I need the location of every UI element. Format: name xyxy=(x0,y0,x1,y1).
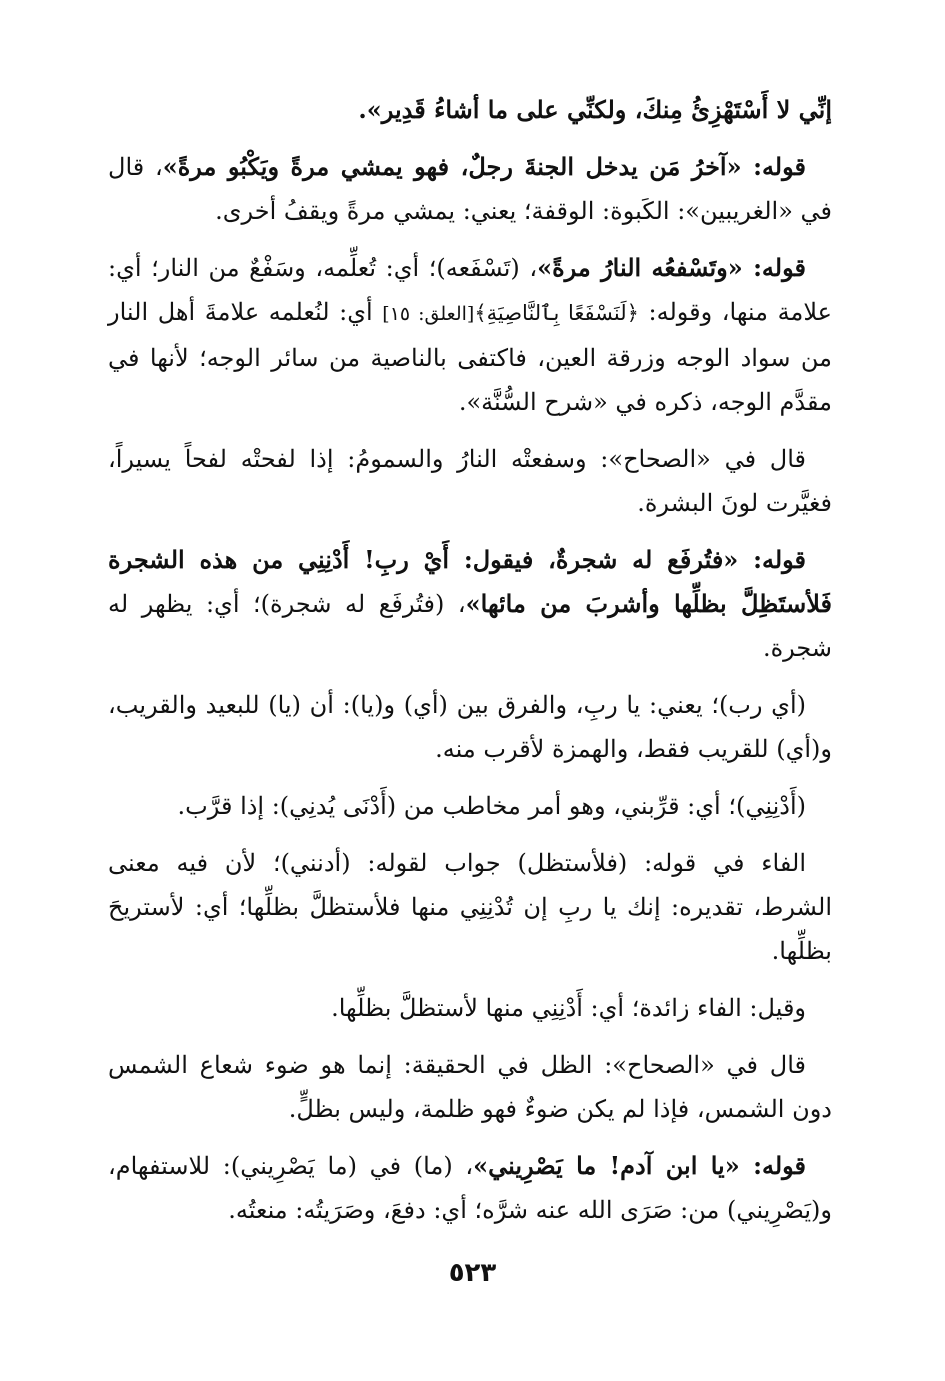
quoted-hadith: قوله: «فتُرفَع له شجرةٌ، فيقول: أَيْ ربِ! أَدْنِنِي من هذه الشجرة فَلأستَظِلَّ بظلِّها وأشربَ من مائها» xyxy=(108,545,832,618)
commentary-text: ، (فتُرفَع له شجرة)؛ أي: يظهر له شجرة. xyxy=(108,590,832,662)
verse-reference: [العلق: ١٥] xyxy=(382,303,475,325)
commentary-text: قال في «الصحاح»: وسفعتْه النارُ والسمومُ: إذا لفحتْه لفحاً يسيراً، فغيَّرت لونَ البشرة. xyxy=(108,445,832,517)
quran-verse: ﴿لَنَسْفَعًا بِٱلنَّاصِيَةِ﴾ xyxy=(474,301,639,325)
paragraph-9 xyxy=(108,986,832,1030)
page-number: ٥٢٣ xyxy=(448,1258,497,1288)
commentary-text: ، قال في «الغريبين»: الكَبوة: الوقفة؛ يعني: يمشي مرةً ويقفُ أخرى. xyxy=(108,153,832,225)
paragraph-1 xyxy=(108,88,832,132)
paragraph-4 xyxy=(108,437,832,525)
page-body xyxy=(108,88,832,1245)
commentary-text: (أَدْنِنِي)؛ أي: قرِّبني، وهو أمر مخاطب من (أَدْنَى يُدنِي): إذا قرَّب. xyxy=(177,792,806,820)
commentary-text: أي: لنُعلمه علامةَ أهل النار من سواد الوجه وزرقة العين، فاكتفى بالناصية من سائر الوجه؛ لأنها في مقدَّم الوجه، ذكره في «شرح السُّنَّة». xyxy=(108,298,832,416)
commentary-text: قال في «الصحاح»: الظل في الحقيقة: إنما هو ضوء شعاع الشمس دون الشمس، فإذا لم يكن ضوءٌ فهو ظلمة، وليس بظلٍّ. xyxy=(108,1051,832,1123)
quoted-hadith: قوله: «آخرُ مَن يدخل الجنةَ رجلٌ، فهو يمشي مرةً ويَكْبُو مرةً» xyxy=(162,152,806,181)
commentary-text: ، (ما) في (ما يَصْرِيني): للاستفهام، و(يَصْرِيني) من: صَرَى الله عنه شرَّه؛ أي: دفعَ، وصَرَيتُه: منعتُه. xyxy=(108,1152,832,1224)
paragraph-6 xyxy=(108,683,832,771)
commentary-text: الفاء في قوله: (فلأستظل) جواب لقوله: (أدنني)؛ لأن فيه معنى الشرط، تقديره: إنك يا ربِ إن تُدْنِنِي منها فلأستظلَّ بظلِّها؛ أي: لأستريحَ بظلِّها. xyxy=(108,849,832,965)
paragraph-11 xyxy=(108,1144,832,1232)
commentary-text: وقيل: الفاء زائدة؛ أي: أَدْنِنِي منها لأستظلَّ بظلِّها. xyxy=(331,994,806,1022)
paragraph-3 xyxy=(108,246,832,424)
commentary-text: (أي رب)؛ يعني: يا ربِ، والفرق بين (أي) و(يا): أن (يا) للبعيد والقريب، و(أي) للقريب فقط، والهمزة لأقرب منه. xyxy=(108,691,832,763)
paragraph-7 xyxy=(108,784,832,828)
quoted-hadith: قوله: «يا ابن آدم! ما يَصْرِيني» xyxy=(473,1151,807,1180)
paragraph-8 xyxy=(108,841,832,973)
bold-text: إنِّي لا أَسْتَهْزِئُ مِنكَ، ولكنِّي على ما أشاءُ قَدِير». xyxy=(358,95,832,124)
paragraph-5 xyxy=(108,538,832,670)
paragraph-2 xyxy=(108,145,832,233)
quoted-hadith: قوله: «وتَسْفعُه النارُ مرةً» xyxy=(537,253,806,282)
commentary-text: ، (تَسْفَعه)؛ أي: تُعلِّمه، وسَفْعٌ من النار؛ أي: علامة منها، وقوله: xyxy=(108,254,832,326)
paragraph-10 xyxy=(108,1043,832,1131)
